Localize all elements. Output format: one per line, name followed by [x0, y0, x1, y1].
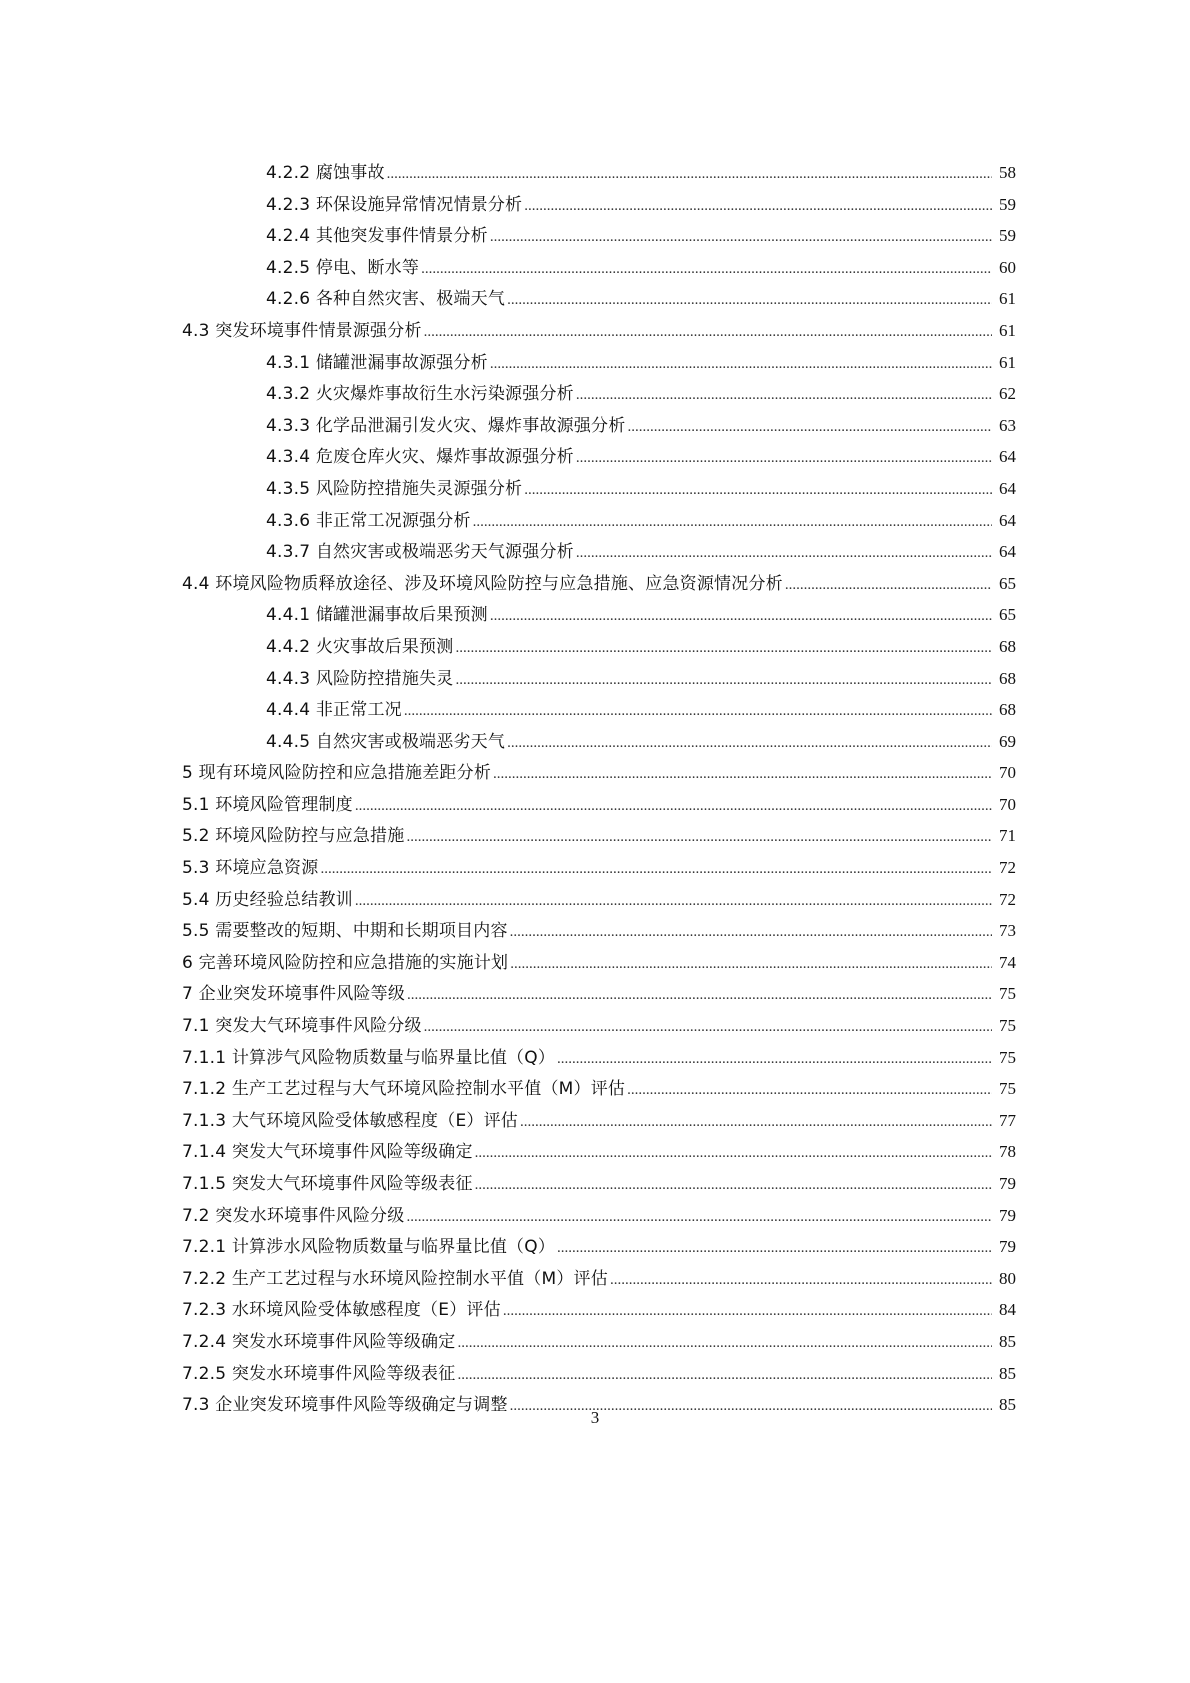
toc-entry[interactable]	[182, 978, 1016, 1010]
toc-leader-dots	[520, 1107, 992, 1139]
toc-entry-page: 62	[999, 384, 1016, 404]
toc-leader-dots	[490, 601, 992, 633]
toc-entry-title: 4.3.7 自然灾害或极端恶劣天气源强分析	[266, 542, 574, 563]
toc-entry-page: 70	[999, 763, 1016, 783]
toc-entry-title: 4.2.6 各种自然灾害、极端天气	[266, 289, 506, 310]
toc-entry[interactable]	[182, 1294, 1016, 1326]
toc-entry-page: 65	[999, 573, 1016, 593]
toc-entry[interactable]	[182, 505, 1016, 537]
toc-leader-dots	[475, 1170, 992, 1202]
toc-entry-title: 4.2.3 环保设施异常情况情景分析	[266, 194, 523, 215]
toc-entry-page: 73	[999, 921, 1016, 941]
toc-entry[interactable]	[182, 220, 1016, 252]
toc-entry[interactable]	[182, 1231, 1016, 1263]
toc-entry-page: 78	[999, 1142, 1016, 1162]
toc-entry[interactable]	[182, 189, 1016, 221]
toc-entry[interactable]	[182, 536, 1016, 568]
toc-entry-page: 68	[999, 668, 1016, 688]
toc-entry-page: 64	[999, 478, 1016, 498]
toc-entry-page: 84	[999, 1300, 1016, 1320]
toc-entry-page: 64	[999, 510, 1016, 530]
toc-leader-dots	[524, 191, 992, 223]
toc-entry-title: 5.4 历史经验总结教训	[182, 889, 353, 910]
toc-entry[interactable]	[182, 1358, 1016, 1390]
toc-entry[interactable]	[182, 852, 1016, 884]
toc-entry[interactable]	[182, 789, 1016, 821]
toc-entry-page: 72	[999, 858, 1016, 878]
toc-entry-title: 7.1.2 生产工艺过程与大气环境风险控制水平值（M）评估	[182, 1079, 626, 1100]
toc-entry-title: 7.2.3 水环境风险受体敏感程度（E）评估	[182, 1300, 501, 1321]
toc-entry[interactable]	[182, 252, 1016, 284]
toc-entry-title: 7.3 企业突发环境事件风险等级确定与调整	[182, 1395, 508, 1416]
toc-entry[interactable]	[182, 347, 1016, 379]
toc-entry[interactable]	[182, 631, 1016, 663]
toc-entry[interactable]	[182, 599, 1016, 631]
toc-entry[interactable]	[182, 1168, 1016, 1200]
toc-entry-page: 63	[999, 415, 1016, 435]
toc-entry-title: 5.5 需要整改的短期、中期和长期项目内容	[182, 921, 508, 942]
toc-entry-page: 59	[999, 226, 1016, 246]
toc-entry[interactable]	[182, 1326, 1016, 1358]
toc-entry-page: 75	[999, 1047, 1016, 1067]
toc-entry-title: 5 现有环境风险防控和应急措施差距分析	[182, 763, 492, 784]
toc-entry-title: 4.3.4 危废仓库火灾、爆炸事故源强分析	[266, 447, 574, 468]
toc-entry[interactable]	[182, 820, 1016, 852]
toc-entry-page: 79	[999, 1237, 1016, 1257]
toc-entry-title: 4.3.5 风险防控措施失灵源强分析	[266, 478, 523, 499]
toc-entry-title: 5.3 环境应急资源	[182, 858, 319, 879]
toc-entry-title: 4.3.6 非正常工况源强分析	[266, 510, 471, 531]
toc-leader-dots	[320, 854, 992, 886]
toc-entry[interactable]	[182, 915, 1016, 947]
toc-entry-title: 7.1.5 突发大气环境事件风险等级表征	[182, 1174, 473, 1194]
toc-entry-page: 75	[999, 1079, 1016, 1099]
toc-entry-title: 7.1.4 突发大气环境事件风险等级确定	[182, 1142, 473, 1163]
toc-entry-page: 75	[999, 984, 1016, 1004]
toc-entry[interactable]	[182, 378, 1016, 410]
toc-entry-title: 4.4.3 风险防控措施失灵	[266, 668, 454, 689]
toc-entry-page: 65	[999, 605, 1016, 625]
toc-entry[interactable]	[182, 315, 1016, 347]
toc-leader-dots	[355, 791, 992, 823]
toc-entry-title: 7.1.3 大气环境风险受体敏感程度（E）评估	[182, 1110, 518, 1131]
toc-leader-dots	[457, 1360, 992, 1392]
toc-entry-page: 72	[999, 889, 1016, 909]
toc-entry[interactable]	[182, 1200, 1016, 1232]
toc-leader-dots	[510, 917, 992, 949]
toc-entry-page: 61	[999, 352, 1016, 372]
toc-entry-title: 7.2.4 突发水环境事件风险等级确定	[182, 1331, 456, 1352]
toc-entry-page: 61	[999, 320, 1016, 340]
toc-leader-dots	[421, 254, 992, 286]
toc-entry-page: 79	[999, 1205, 1016, 1225]
toc-entry-page: 79	[999, 1174, 1016, 1193]
toc-entry-title: 7.1 突发大气环境事件风险分级	[182, 1016, 422, 1037]
toc-entry-page: 85	[999, 1331, 1016, 1351]
toc-leader-dots	[557, 1044, 992, 1076]
toc-entry[interactable]	[182, 1136, 1016, 1168]
toc-entry[interactable]	[182, 1263, 1016, 1295]
toc-leader-dots	[457, 1328, 992, 1360]
toc-entry[interactable]	[182, 663, 1016, 695]
toc-entry-title: 5.1 环境风险管理制度	[182, 794, 353, 815]
toc-entry[interactable]	[182, 283, 1016, 315]
toc-leader-dots	[355, 886, 992, 918]
toc-entry-title: 4.3.1 储罐泄漏事故源强分析	[266, 352, 488, 373]
toc-entry-title: 7.1.1 计算涉气风险物质数量与临界量比值（Q）	[182, 1047, 556, 1068]
toc-entry-page: 58	[999, 163, 1016, 182]
toc-leader-dots	[576, 443, 992, 475]
toc-leader-dots	[424, 1012, 992, 1044]
toc-leader-dots	[455, 633, 992, 665]
toc-leader-dots	[455, 665, 992, 697]
toc-entry[interactable]	[182, 757, 1016, 789]
toc-entry[interactable]	[182, 1042, 1016, 1074]
page-number: 3	[590, 1408, 600, 1427]
toc-entry-title: 4.4 环境风险物质释放途径、涉及环境风险防控与应急措施、应急资源情况分析	[182, 573, 783, 594]
toc-entry-title: 4.3.3 化学品泄漏引发火灾、爆炸事故源强分析	[266, 415, 626, 436]
toc-leader-dots	[387, 159, 992, 191]
toc-leader-dots	[627, 1075, 992, 1107]
toc-leader-dots	[475, 1138, 992, 1170]
toc-entry-page: 71	[999, 826, 1016, 846]
toc-entry-page: 74	[999, 952, 1016, 972]
toc-leader-dots	[507, 285, 992, 317]
toc-leader-dots	[576, 380, 992, 412]
toc-entry-page: 80	[999, 1268, 1016, 1288]
toc-leader-dots	[407, 980, 992, 1012]
toc-entry-title: 5.2 环境风险防控与应急措施	[182, 826, 405, 847]
toc-entry-title: 7.2.1 计算涉水风险物质数量与临界量比值（Q）	[182, 1237, 556, 1258]
toc-leader-dots	[510, 949, 992, 981]
toc-entry-title: 7.2 突发水环境事件风险分级	[182, 1205, 405, 1226]
toc-entry-title: 4.2.5 停电、断水等	[266, 257, 420, 278]
toc-entry[interactable]	[182, 947, 1016, 979]
toc-entry-page: 64	[999, 447, 1016, 467]
toc-entry-page: 64	[999, 542, 1016, 562]
toc-entry[interactable]	[182, 441, 1016, 473]
toc-entry-title: 4.4.2 火灾事故后果预测	[266, 636, 454, 657]
toc-entry-title: 4.3 突发环境事件情景源强分析	[182, 320, 422, 341]
toc-leader-dots	[507, 728, 992, 760]
toc-leader-dots	[524, 475, 992, 507]
table-of-contents	[182, 157, 1016, 1421]
toc-entry-page: 75	[999, 1016, 1016, 1036]
toc-entry-page: 70	[999, 794, 1016, 814]
toc-entry[interactable]	[182, 473, 1016, 505]
toc-entry-title: 4.4.4 非正常工况	[266, 700, 402, 721]
toc-leader-dots	[627, 412, 992, 444]
toc-entry-title: 6 完善环境风险防控和应急措施的实施计划	[182, 952, 509, 973]
toc-entry-page: 85	[999, 1363, 1016, 1383]
toc-leader-dots	[785, 570, 992, 602]
toc-entry-title: 4.3.2 火灾爆炸事故衍生水污染源强分析	[266, 384, 574, 405]
toc-leader-dots	[576, 538, 992, 570]
toc-leader-dots	[503, 1296, 992, 1328]
toc-leader-dots	[490, 349, 992, 381]
toc-entry[interactable]	[182, 694, 1016, 726]
toc-entry-page: 68	[999, 636, 1016, 656]
toc-leader-dots	[473, 507, 992, 539]
toc-entry-title: 4.4.5 自然灾害或极端恶劣天气	[266, 731, 506, 752]
toc-entry-title: 4.4.1 储罐泄漏事故后果预测	[266, 605, 488, 626]
toc-entry-page: 68	[999, 700, 1016, 720]
toc-entry-title: 7.2.2 生产工艺过程与水环境风险控制水平值（M）评估	[182, 1268, 608, 1289]
toc-leader-dots	[557, 1233, 992, 1265]
toc-entry[interactable]	[182, 157, 1016, 189]
toc-entry[interactable]	[182, 568, 1016, 600]
toc-leader-dots	[404, 696, 992, 728]
toc-entry-title: 4.2.4 其他突发事件情景分析	[266, 226, 488, 247]
toc-entry[interactable]	[182, 1105, 1016, 1137]
toc-entry-page: 69	[999, 731, 1016, 751]
toc-leader-dots	[424, 317, 992, 349]
toc-leader-dots	[490, 222, 992, 254]
toc-entry-page: 85	[999, 1395, 1016, 1415]
toc-entry[interactable]	[182, 1073, 1016, 1105]
toc-entry-title: 4.2.2 腐蚀事故	[266, 163, 385, 183]
toc-entry-title: 7.2.5 突发水环境事件风险等级表征	[182, 1363, 456, 1384]
toc-entry[interactable]	[182, 726, 1016, 758]
toc-leader-dots	[406, 822, 992, 854]
toc-entry[interactable]	[182, 1010, 1016, 1042]
toc-leader-dots	[610, 1265, 992, 1297]
toc-leader-dots	[493, 759, 992, 791]
toc-entry-page: 61	[999, 289, 1016, 309]
toc-entry-title: 7 企业突发环境事件风险等级	[182, 984, 406, 1005]
toc-leader-dots	[406, 1202, 992, 1234]
toc-entry-page: 60	[999, 257, 1016, 277]
toc-entry[interactable]	[182, 884, 1016, 916]
toc-entry-page: 59	[999, 194, 1016, 214]
toc-entry[interactable]	[182, 410, 1016, 442]
toc-entry-page: 77	[999, 1110, 1016, 1130]
